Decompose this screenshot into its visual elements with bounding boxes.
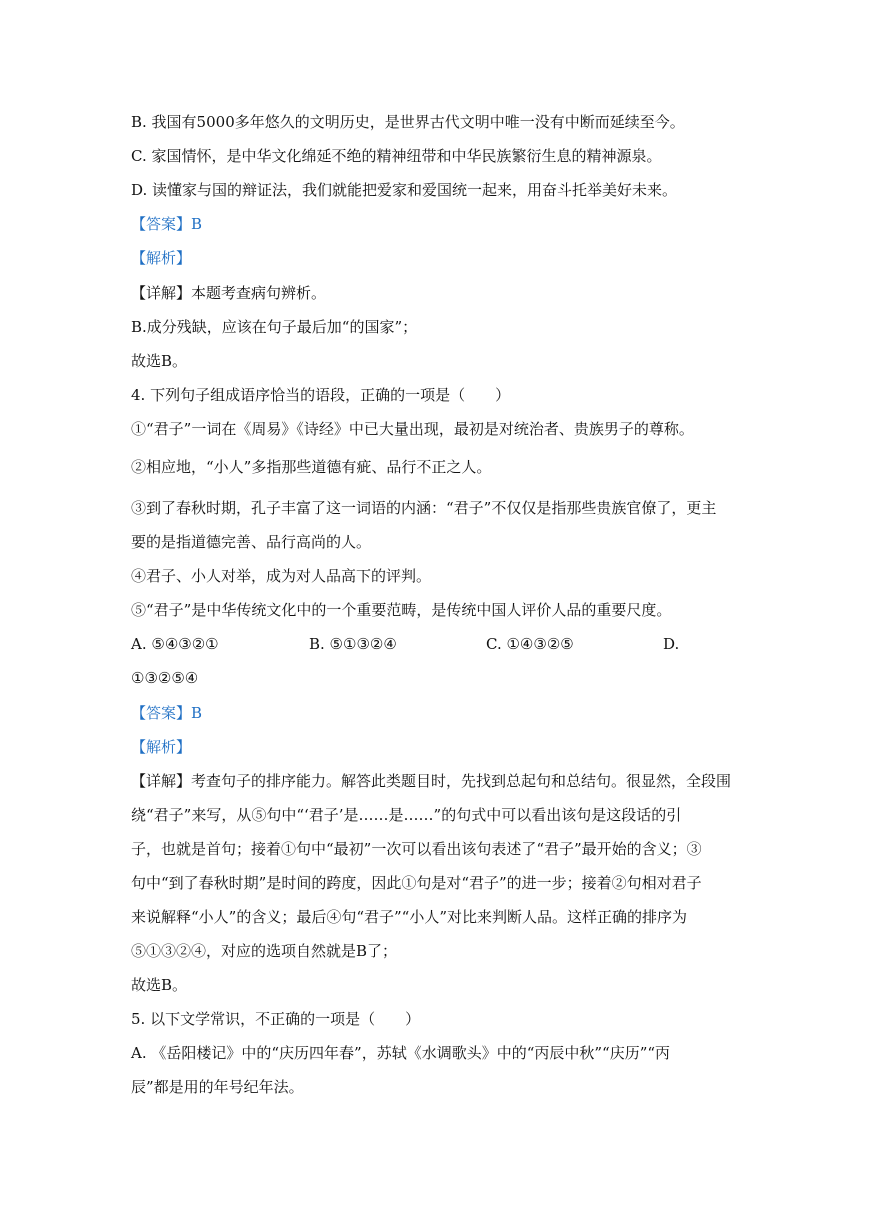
conclusion-text: 故选B。	[131, 352, 188, 370]
option-d: D.	[663, 635, 680, 653]
detail-text: 来说解释“小人”的含义；最后④句“君子”“小人”对比来判断人品。这样正确的排序为	[131, 908, 688, 926]
choice-d-text: D. 读懂家与国的辩证法，我们就能把爱家和爱国统一起来，用奋斗托举美好未来。	[131, 181, 678, 199]
sentence-3-cont: 要的是指道德完善、品行高尚的人。	[131, 533, 372, 551]
choice-c-text: C. 家国情怀，是中华文化绵延不绝的精神纽带和中华民族繁衍生息的精神源泉。	[131, 147, 662, 165]
detail-text: B.成分残缺，应该在句子最后加“的国家”；	[131, 318, 418, 336]
sentence-3: ③到了春秋时期，孔子丰富了这一词语的内涵：“君子”不仅仅是指那些贵族官僚了，更主	[131, 499, 717, 517]
answer-label: 【答案】B	[131, 704, 203, 722]
detail-text: ⑤①③②④，对应的选项自然就是B了；	[131, 942, 398, 960]
detail-text: 句中“到了春秋时期”是时间的跨度，因此①句是对“君子”的进一步；接着②句相对君子	[131, 874, 702, 892]
choice-a-text-cont: 辰”都是用的年号纪年法。	[131, 1078, 304, 1096]
analysis-label: 【解析】	[131, 249, 192, 267]
choice-a-text: A. 《岳阳楼记》中的“庆历四年春”，苏轼《水调歌头》中的“丙辰中秋”“庆历”“丙	[131, 1044, 671, 1062]
question-4: 4. 下列句子组成语序恰当的语段，正确的一项是（ ）	[131, 386, 511, 404]
question-5: 5. 以下文学常识，不正确的一项是（ ）	[131, 1010, 421, 1028]
detail-text: 子，也就是首句；接着①句中“最初”一次可以看出该句表述了“君子”最开始的含义；③	[131, 840, 702, 858]
choice-b-text: B. 我国有5000多年悠久的文明历史，是世界古代文明中唯一没有中断而延续至今。	[131, 113, 685, 131]
option-d-value: ①③②⑤④	[131, 669, 199, 687]
option-c: C. ①④③②⑤	[486, 635, 574, 653]
detail-text: 【详解】考查句子的排序能力。解答此类题目时，先找到总起句和总结句。很显然，全段围	[131, 772, 732, 790]
sentence-2: ②相应地，“小人”多指那些道德有疵、品行不正之人。	[131, 458, 492, 476]
sentence-5: ⑤“君子”是中华传统文化中的一个重要范畴，是传统中国人评价人品的重要尺度。	[131, 601, 672, 619]
option-b: B. ⑤①③②④	[309, 635, 397, 653]
detail-text: 绕“君子”来写，从⑤句中“‘君子’是……是……”的句式中可以看出该句是这段话的引	[131, 806, 682, 824]
analysis-label: 【解析】	[131, 738, 192, 756]
detail-text: 【详解】本题考查病句辨析。	[131, 284, 327, 302]
sentence-1: ①“君子”一词在《周易》《诗经》中已大量出现，最初是对统治者、贵族男子的尊称。	[131, 420, 694, 438]
conclusion-text: 故选B。	[131, 976, 188, 994]
sentence-4: ④君子、小人对举，成为对人品高下的评判。	[131, 567, 432, 585]
answer-label: 【答案】B	[131, 215, 203, 233]
option-a: A. ⑤④③②①	[131, 635, 219, 653]
